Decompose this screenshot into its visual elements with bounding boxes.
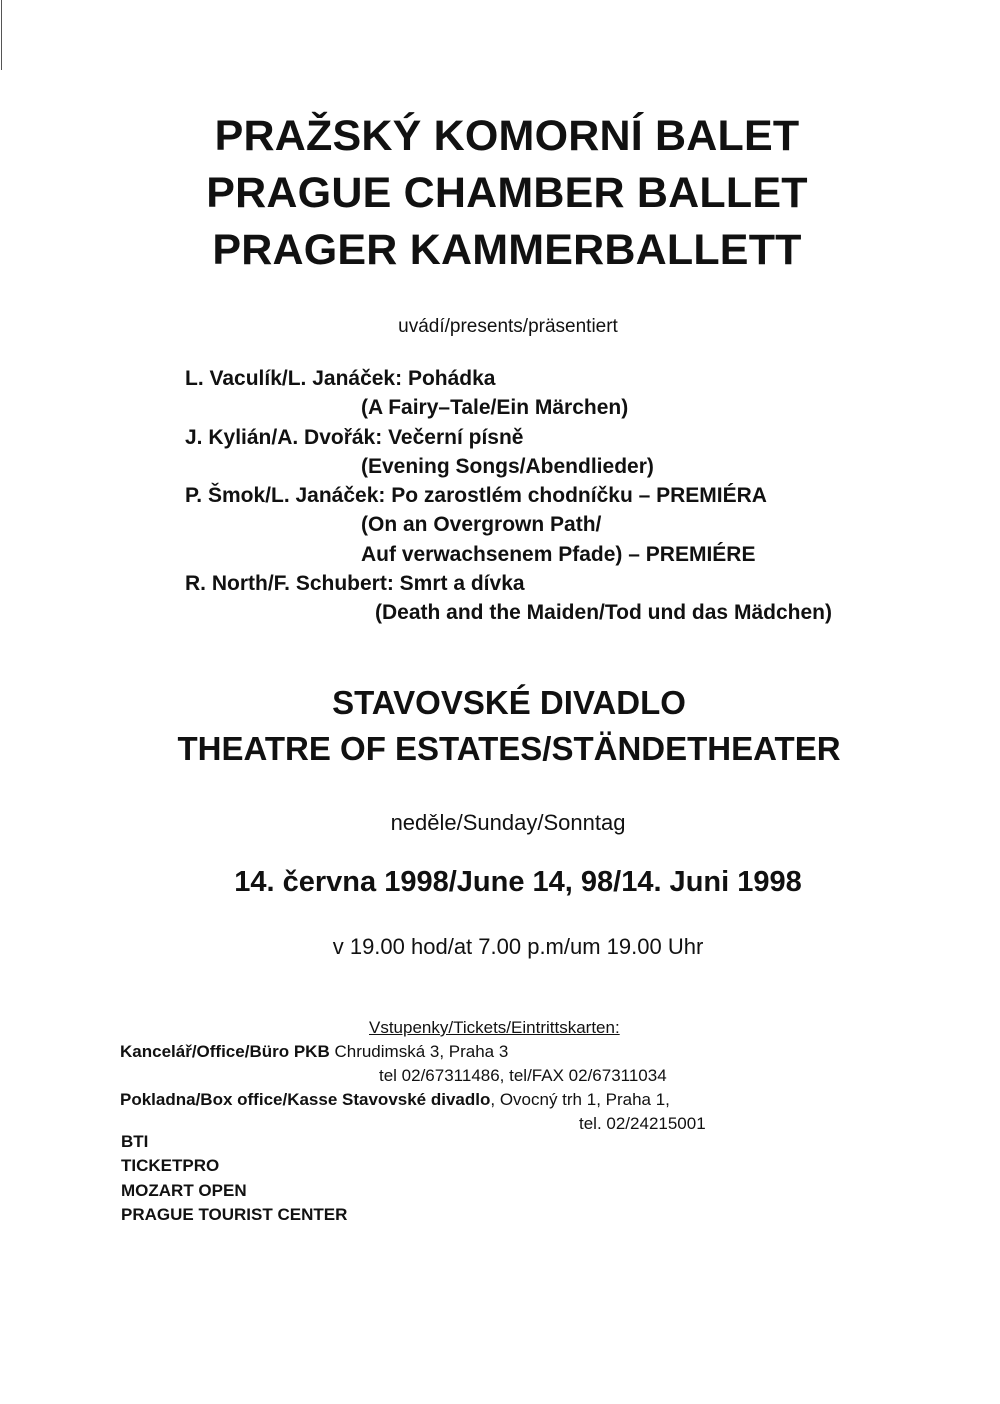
office-phone: tel 02/67311486, tel/FAX 02/67311034	[379, 1066, 667, 1085]
ticket-info	[120, 1016, 880, 1136]
program-work-title: P. Šmok/L. Janáček: Po zarostlém chodníčku – PREMIÉRA	[185, 484, 767, 508]
program-work-translation: (Evening Songs/Abendlieder)	[361, 454, 654, 478]
presents-line: uvádí/presents/präsentiert	[398, 316, 618, 337]
program-list	[185, 364, 965, 628]
box-office-address: , Ovocný trh 1, Praha 1,	[490, 1090, 670, 1109]
venue-english-german: THEATRE OF ESTATES/STÄNDETHEATER	[177, 730, 841, 767]
performance-time: v 19.00 hod/at 7.00 p.m/um 19.00 Uhr	[332, 934, 704, 959]
ticket-vendors	[121, 1130, 347, 1227]
program-work-translation: (A Fairy–Tale/Ein Märchen)	[361, 396, 629, 420]
title-german: PRAGER KAMMERBALLETT	[212, 226, 802, 274]
program-work-title: L. Vaculík/L. Janáček: Pohádka	[185, 367, 496, 390]
program-work-translation: (On an Overgrown Path/	[361, 513, 602, 537]
program-work-translation: Auf verwachsenem Pfade) – PREMIÉRE	[361, 542, 756, 566]
vendor-item: BTI	[121, 1132, 149, 1151]
office-line	[120, 1040, 880, 1064]
box-office-line	[120, 1088, 880, 1112]
office-address: Chrudimská 3, Praha 3	[329, 1042, 509, 1061]
vendor-item: TICKETPRO	[121, 1156, 220, 1176]
vendor-item: MOZART OPEN	[121, 1180, 247, 1200]
office-label: Kancelář/Office/Büro PKB	[120, 1042, 330, 1061]
title-english: PRAGUE CHAMBER BALLET	[206, 169, 808, 217]
tickets-heading: Vstupenky/Tickets/Eintrittskarten:	[369, 1018, 620, 1037]
scan-edge-mark	[1, 0, 2, 70]
title-czech: PRAŽSKÝ KOMORNÍ BALET	[214, 112, 800, 160]
program-work-title: R. North/F. Schubert: Smrt a dívka	[185, 572, 525, 596]
performance-date: 14. června 1998/June 14, 98/14. Juni 1998	[234, 866, 802, 898]
venue-czech: STAVOVSKÉ DIVADLO	[332, 684, 686, 721]
box-office-label: Pokladna/Box office/Kasse Stavovské divadlo	[120, 1090, 491, 1109]
program-work-title: J. Kylián/A. Dvořák: Večerní písně	[185, 425, 524, 449]
program-work-translation: (Death and the Maiden/Tod und das Mädchen)	[375, 601, 832, 625]
ensemble-title	[0, 108, 1000, 279]
venue	[0, 680, 1000, 772]
box-office-phone: tel. 02/24215001	[579, 1114, 706, 1133]
performance-day: neděle/Sunday/Sonntag	[390, 810, 626, 835]
vendor-item: PRAGUE TOURIST CENTER	[121, 1204, 348, 1224]
